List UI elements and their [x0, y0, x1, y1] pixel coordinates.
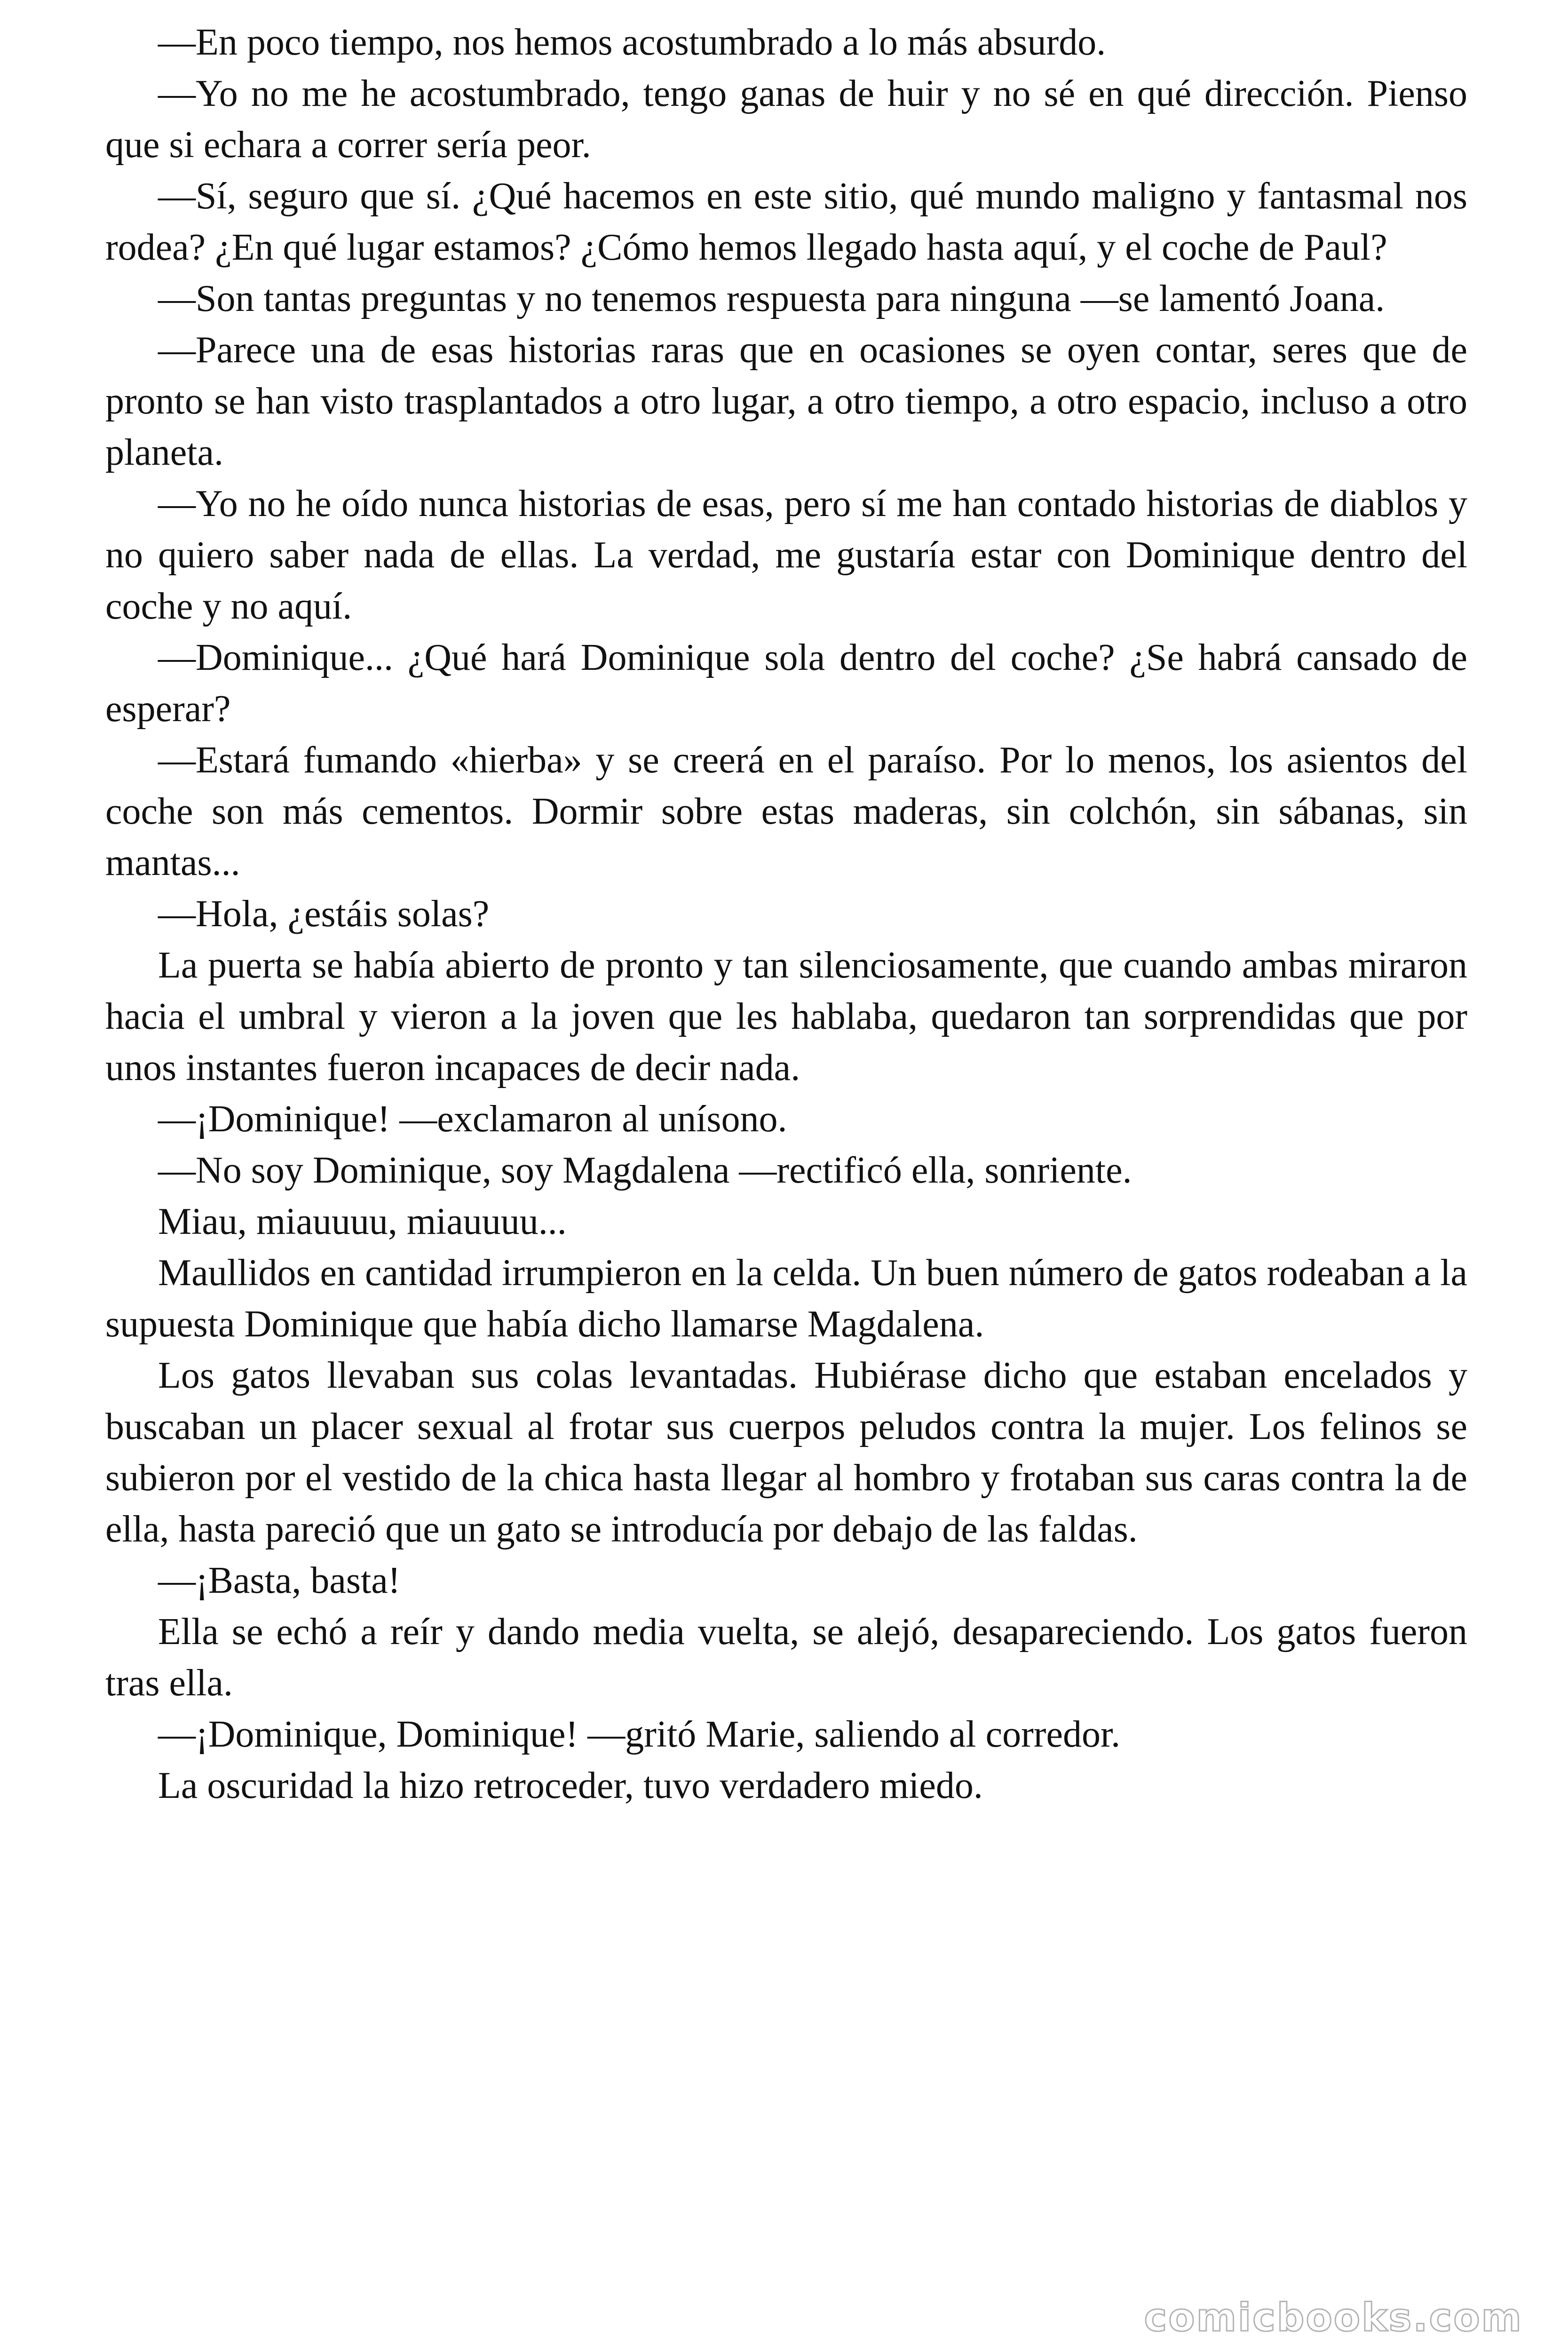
- paragraph: —¡Basta, basta!: [158, 1560, 401, 1601]
- paragraph: —Estará fumando «hierba» y se creerá en el paraíso. Por lo menos, los asientos del coche son más cementos. Dormir sobre estas maderas, sin colchón, sin sábanas, sin mantas...: [105, 739, 1467, 883]
- paragraph: —¡Dominique! —exclamaron al unísono.: [158, 1098, 787, 1140]
- paragraph: Ella se echó a reír y dando media vuelta, se alejó, desapareciendo. Los gatos fueron tras ella.: [105, 1611, 1467, 1704]
- paragraph: —Hola, ¿estáis solas?: [158, 893, 490, 935]
- paragraph: —En poco tiempo, nos hemos acostumbrado a lo más absurdo.: [158, 22, 1106, 63]
- paragraph: —¡Dominique, Dominique! —gritó Marie, saliendo al corredor.: [158, 1714, 1121, 1755]
- paragraph: —Sí, seguro que sí. ¿Qué hacemos en este sitio, qué mundo maligno y fantasmal nos rodea? ¿En qué lugar estamos? ¿Cómo hemos llegado hasta aquí, y el coche de Paul?: [105, 175, 1467, 268]
- paragraph: La oscuridad la hizo retroceder, tuvo verdadero miedo.: [158, 1765, 983, 1806]
- paragraph: Maullidos en cantidad irrumpieron en la celda. Un buen número de gatos rodeaban a la supuesta Dominique que había dicho llamarse Magdalena.: [105, 1252, 1467, 1345]
- paragraph: —Dominique... ¿Qué hará Dominique sola dentro del coche? ¿Se habrá cansado de esperar?: [105, 637, 1467, 730]
- paragraph: —Son tantas preguntas y no tenemos respuesta para ninguna —se lamentó Joana.: [158, 278, 1385, 319]
- document-page: [105, 17, 1467, 1812]
- paragraph: —Yo no he oído nunca historias de esas, pero sí me han contado historias de diablos y no quiero saber nada de ellas. La verdad, me gustaría estar con Dominique dentro del coche y no aquí.: [105, 483, 1467, 627]
- paragraph: Los gatos llevaban sus colas levantadas. Hubiérase dicho que estaban encelados y buscaban un placer sexual al frotar sus cuerpos peludos contra la mujer. Los felinos se subieron por el vestido de la chica hasta llegar al hombro y frotaban sus caras contra la de ella, hasta pareció que un gato se introducía por debajo de las faldas.: [105, 1355, 1467, 1550]
- watermark: comicbooks.com: [1144, 2296, 1523, 2340]
- paragraph: —Parece una de esas historias raras que en ocasiones se oyen contar, seres que de pronto se han visto trasplantados a otro lugar, a otro tiempo, a otro espacio, incluso a otro planeta.: [105, 329, 1467, 473]
- paragraph: La puerta se había abierto de pronto y tan silenciosamente, que cuando ambas miraron hacia el umbral y vieron a la joven que les hablaba, quedaron tan sorprendidas que por unos instantes fueron incapaces de decir nada.: [105, 945, 1467, 1089]
- paragraph: Miau, miauuuu, miauuuu...: [158, 1201, 567, 1242]
- paragraph: —Yo no me he acostumbrado, tengo ganas de huir y no sé en qué dirección. Pienso que si echara a correr sería peor.: [105, 73, 1467, 166]
- paragraph: —No soy Dominique, soy Magdalena —rectificó ella, sonriente.: [158, 1150, 1132, 1191]
